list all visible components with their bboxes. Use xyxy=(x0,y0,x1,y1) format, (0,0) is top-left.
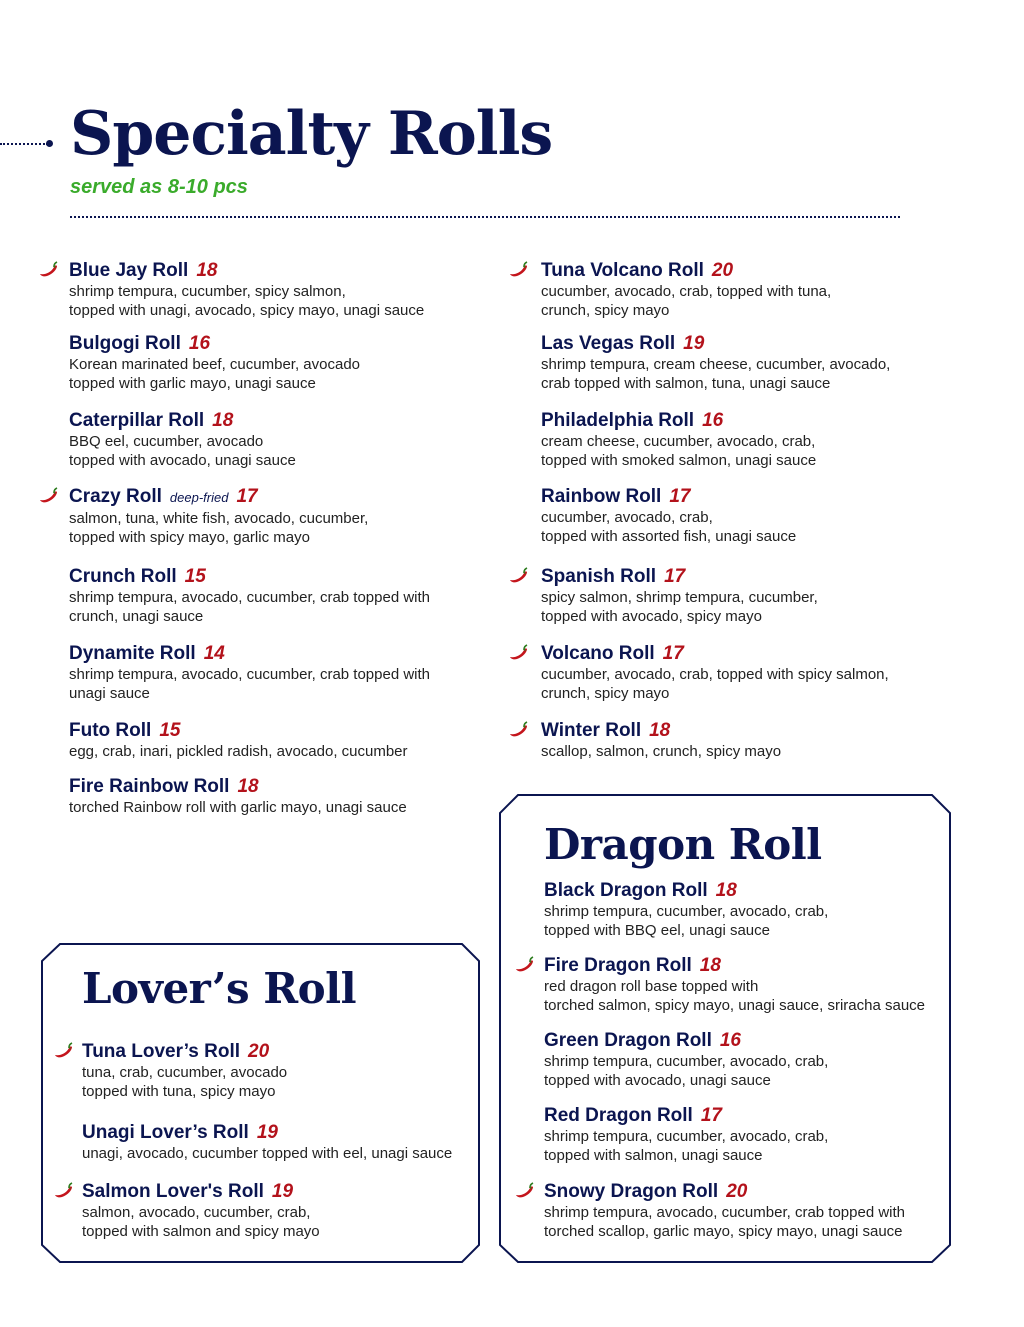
spicy-pepper-icon xyxy=(507,644,529,660)
menu-item-crunch-roll xyxy=(69,566,430,626)
item-name: Fire Rainbow Roll xyxy=(69,776,230,797)
item-desc-line: topped with tuna, spicy mayo xyxy=(82,1083,276,1100)
item-desc-line: spicy salmon, shrimp tempura, cucumber, xyxy=(541,589,818,606)
item-desc-line: BBQ eel, cucumber, avocado xyxy=(69,433,264,450)
item-name: Caterpillar Roll xyxy=(69,410,205,431)
item-price: 18 xyxy=(699,955,721,976)
item-desc-line: torched Rainbow roll with garlic mayo, unagi sauce xyxy=(69,799,407,816)
item-name: Crazy Roll xyxy=(69,486,162,507)
item-price: 17 xyxy=(236,486,258,507)
menu-item-green-dragon-roll xyxy=(544,1030,828,1090)
menu-item-unagi-lovers-roll xyxy=(82,1122,452,1163)
item-desc-line: unagi, avocado, cucumber topped with eel, unagi sauce xyxy=(82,1145,453,1162)
item-desc-line: red dragon roll base topped with xyxy=(544,978,759,995)
item-name: Tuna Lover’s Roll xyxy=(82,1041,241,1062)
item-price: 16 xyxy=(719,1030,741,1051)
item-name: Unagi Lover’s Roll xyxy=(82,1122,249,1143)
item-desc-line: unagi sauce xyxy=(69,685,150,702)
spicy-pepper-icon xyxy=(52,1182,74,1198)
spicy-pepper-icon xyxy=(513,956,535,972)
menu-item-crazy-roll xyxy=(69,486,368,547)
page-subtitle: served as 8-10 pcs xyxy=(70,176,248,198)
menu-item-tuna-lovers-roll xyxy=(82,1041,287,1101)
menu-item-rainbow-roll xyxy=(541,486,796,546)
menu-item-volcano-roll xyxy=(541,643,889,703)
item-desc-line: shrimp tempura, cucumber, spicy salmon, xyxy=(69,283,346,300)
item-name: Black Dragon Roll xyxy=(544,880,708,901)
spicy-pepper-icon xyxy=(52,1042,74,1058)
spicy-pepper-icon xyxy=(513,1182,535,1198)
menu-item-bulgogi-roll xyxy=(69,333,360,393)
item-desc-line: cucumber, avocado, crab, topped with tuna, xyxy=(541,283,832,300)
item-desc-line: shrimp tempura, cucumber, avocado, crab, xyxy=(544,1053,829,1070)
item-desc-line: topped with BBQ eel, unagi sauce xyxy=(544,922,770,939)
menu-item-fire-dragon-roll xyxy=(544,955,925,1015)
item-desc-line: salmon, tuna, white fish, avocado, cucumber, xyxy=(69,510,369,527)
spicy-pepper-icon xyxy=(37,261,59,277)
item-name: Spanish Roll xyxy=(541,566,657,587)
item-desc-line: shrimp tempura, cream cheese, cucumber, avocado, xyxy=(541,356,891,373)
menu-item-philadelphia-roll xyxy=(541,410,816,470)
spicy-pepper-icon xyxy=(37,487,59,503)
item-name: Snowy Dragon Roll xyxy=(544,1181,719,1202)
item-desc-line: shrimp tempura, avocado, cucumber, crab topped with xyxy=(69,589,431,606)
lovers-roll-title: Lover’s Roll xyxy=(82,964,357,1013)
menu-item-las-vegas-roll xyxy=(541,333,890,393)
item-name: Dynamite Roll xyxy=(69,643,196,664)
item-desc-line: topped with avocado, unagi sauce xyxy=(69,452,296,469)
item-desc-line: cream cheese, cucumber, avocado, crab, xyxy=(541,433,816,450)
item-price: 19 xyxy=(683,333,705,354)
menu-item-snowy-dragon-roll xyxy=(544,1181,905,1241)
header-divider xyxy=(70,216,900,218)
item-price: 18 xyxy=(237,776,259,797)
item-price: 15 xyxy=(184,566,206,587)
item-price: 15 xyxy=(159,720,181,741)
item-name: Winter Roll xyxy=(541,720,642,741)
menu-item-futo-roll xyxy=(69,720,408,761)
spicy-pepper-icon xyxy=(507,261,529,277)
item-desc-line: torched scallop, garlic mayo, spicy mayo, unagi sauce xyxy=(544,1223,903,1240)
item-desc-line: topped with salmon and spicy mayo xyxy=(82,1223,320,1240)
item-price: 18 xyxy=(212,410,234,431)
item-desc-line: topped with unagi, avocado, spicy mayo, unagi sauce xyxy=(69,302,425,319)
item-name: Blue Jay Roll xyxy=(69,260,189,281)
spicy-pepper-icon xyxy=(507,567,529,583)
item-name: Futo Roll xyxy=(69,720,152,741)
item-name: Tuna Volcano Roll xyxy=(541,260,704,281)
item-desc-line: topped with avocado, spicy mayo xyxy=(541,608,762,625)
item-price: 20 xyxy=(726,1181,748,1202)
menu-item-black-dragon-roll xyxy=(544,880,828,940)
item-price: 17 xyxy=(700,1105,722,1126)
item-desc-line: shrimp tempura, cucumber, avocado, crab, xyxy=(544,1128,829,1145)
item-desc-line: topped with spicy mayo, garlic mayo xyxy=(69,529,310,546)
item-price: 18 xyxy=(649,720,671,741)
item-desc-line: salmon, avocado, cucumber, crab, xyxy=(82,1204,311,1221)
item-desc-line: cucumber, avocado, crab, topped with spicy salmon, xyxy=(541,666,889,683)
item-desc-line: shrimp tempura, avocado, cucumber, crab topped with xyxy=(544,1204,906,1221)
menu-item-fire-rainbow-roll xyxy=(69,776,407,817)
item-price: 19 xyxy=(256,1122,278,1143)
item-price: 18 xyxy=(715,880,737,901)
menu-item-red-dragon-roll xyxy=(544,1105,828,1165)
item-desc-line: tuna, crab, cucumber, avocado xyxy=(82,1064,288,1081)
item-price: 14 xyxy=(203,643,225,664)
item-tag: deep-fried xyxy=(169,490,229,505)
item-desc-line: topped with garlic mayo, unagi sauce xyxy=(69,375,316,392)
title-leader-dot xyxy=(46,140,53,147)
item-name: Red Dragon Roll xyxy=(544,1105,693,1126)
item-desc-line: shrimp tempura, cucumber, avocado, crab, xyxy=(544,903,829,920)
menu-item-tuna-volcano-roll xyxy=(541,260,831,320)
item-price: 20 xyxy=(248,1041,270,1062)
item-price: 17 xyxy=(669,486,691,507)
menu-item-caterpillar-roll xyxy=(69,410,296,470)
item-price: 16 xyxy=(188,333,211,354)
item-desc-line: cucumber, avocado, crab, xyxy=(541,509,713,526)
item-desc-line: topped with smoked salmon, unagi sauce xyxy=(541,452,817,469)
item-desc-line: scallop, salmon, crunch, spicy mayo xyxy=(541,743,782,760)
item-desc-line: crab topped with salmon, tuna, unagi sauce xyxy=(541,375,831,392)
item-name: Green Dragon Roll xyxy=(544,1030,712,1051)
item-name: Philadelphia Roll xyxy=(541,410,695,431)
item-desc-line: topped with avocado, unagi sauce xyxy=(544,1072,771,1089)
menu-item-winter-roll xyxy=(541,720,781,761)
item-price: 20 xyxy=(711,260,734,281)
spicy-pepper-icon xyxy=(507,721,529,737)
item-desc-line: shrimp tempura, avocado, cucumber, crab topped with xyxy=(69,666,431,683)
item-desc-line: torched salmon, spicy mayo, unagi sauce, sriracha sauce xyxy=(544,997,926,1014)
item-desc-line: crunch, spicy mayo xyxy=(541,302,670,319)
item-price: 16 xyxy=(702,410,724,431)
item-price: 19 xyxy=(271,1181,294,1202)
item-desc-line: crunch, spicy mayo xyxy=(541,685,670,702)
item-name: Bulgogi Roll xyxy=(69,333,181,354)
item-name: Volcano Roll xyxy=(541,643,655,664)
menu-item-spanish-roll xyxy=(541,566,818,626)
item-name: Las Vegas Roll xyxy=(541,333,676,354)
title-leader-dots xyxy=(0,143,48,145)
menu-item-salmon-lovers-roll xyxy=(82,1181,320,1241)
item-desc-line: topped with salmon, unagi sauce xyxy=(544,1147,763,1164)
menu-item-dynamite-roll xyxy=(69,643,430,703)
page-title: Specialty Rolls xyxy=(70,99,553,169)
item-name: Crunch Roll xyxy=(69,566,177,587)
item-desc-line: topped with assorted fish, unagi sauce xyxy=(541,528,797,545)
item-desc-line: Korean marinated beef, cucumber, avocado xyxy=(69,356,361,373)
item-price: 17 xyxy=(664,566,686,587)
dragon-roll-title: Dragon Roll xyxy=(544,820,822,869)
item-desc-line: egg, crab, inari, pickled radish, avocado, cucumber xyxy=(69,743,408,760)
item-name: Fire Dragon Roll xyxy=(544,955,692,976)
item-desc-line: crunch, unagi sauce xyxy=(69,608,204,625)
item-name: Salmon Lover's Roll xyxy=(82,1181,264,1202)
menu-item-blue-jay-roll xyxy=(69,260,424,320)
item-price: 18 xyxy=(196,260,218,281)
item-name: Rainbow Roll xyxy=(541,486,662,507)
item-price: 17 xyxy=(662,643,684,664)
